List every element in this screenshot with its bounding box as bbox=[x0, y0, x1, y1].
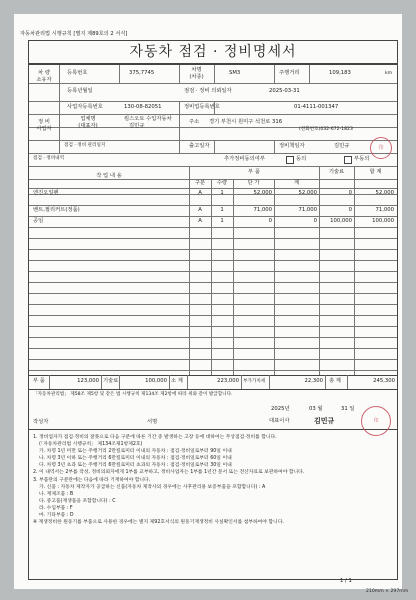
reg-date-label: 등록년월일 bbox=[67, 88, 93, 94]
biz-no-label: 사업자등록번호 bbox=[67, 104, 103, 110]
agree-checkbox[interactable] bbox=[286, 156, 294, 164]
note-line: 라. 수입부품 : F bbox=[39, 505, 73, 511]
parts-header: 부 품 bbox=[248, 169, 260, 175]
service-date-value: 2025-03-31 bbox=[269, 88, 300, 94]
row-total: 71,000 bbox=[375, 207, 394, 213]
note-line: 나. 재제조품 : B bbox=[39, 491, 74, 497]
mileage-value: 109,183 bbox=[329, 70, 351, 76]
row-qty: 1 bbox=[220, 207, 224, 213]
mileage-label: 주행거리 bbox=[279, 70, 300, 76]
labor-header: 기술료 bbox=[328, 169, 345, 175]
row-qty: 1 bbox=[220, 218, 224, 224]
row-amount: 52,000 bbox=[298, 190, 317, 196]
note-line: 1. 정비업자가 점검·정비의 잘못으로 다음 구분에 따른 기간 중 발생하는 고장 등에 대하여는 무상점검·정비를 합니다. bbox=[33, 435, 277, 440]
vat-value: 22,300 bbox=[304, 378, 323, 384]
note-line: 2. 이 내역서는 2부를 작성, 정비의뢰자에게 1부를 교부하고, 정비사업자는 1부를 1년간 문서 또는 전산자료로 보관하여야 합니다. bbox=[33, 470, 305, 476]
model-label: 차명 (차종) bbox=[189, 67, 204, 80]
totals-row bbox=[28, 375, 398, 390]
row-unit-price: 52,000 bbox=[253, 190, 272, 196]
tech-value: 김민규 bbox=[334, 143, 350, 149]
service-date-label: 점검 · 정비 의뢰일자 bbox=[184, 88, 232, 94]
shop-name-label: 업체명 (대표자) bbox=[78, 116, 98, 129]
biz-no-value: 130-08-82051 bbox=[124, 104, 162, 110]
seal-stamp-signature: 印 bbox=[361, 406, 391, 436]
sign-label: 서명 bbox=[147, 419, 158, 425]
row-total: 100,000 bbox=[372, 218, 394, 224]
shop-rep-value: 김민규 bbox=[129, 123, 145, 129]
rep-label: 대표이사 bbox=[269, 418, 290, 424]
note-line: 다. 차령 3년 초과 또는 주행거리 6만킬로미터 초과의 자동차 : 점검·정비일로부터 30일 이내 bbox=[39, 463, 232, 469]
note-line: ※ 재생정비한 원동기를 부품으로 사용한 경우에는 별지 제92호서식의 원동기재생정비 사실확인서를 첨부하여야 합니다. bbox=[33, 520, 284, 526]
row-amount: 71,000 bbox=[298, 207, 317, 213]
kind-header: 구분 bbox=[194, 180, 206, 186]
address-value: 경기 부천시 원미구 석천로 316 bbox=[209, 119, 283, 125]
vat-label: 부가가치세 bbox=[243, 379, 266, 384]
row-labor: 0 bbox=[348, 190, 352, 196]
mileage-unit: km bbox=[385, 71, 393, 76]
partner-label: 점검 · 정비 관리일지 bbox=[64, 143, 106, 148]
reg-no-label: 등록번호 bbox=[67, 70, 88, 76]
agree-label: 동의 bbox=[296, 156, 307, 162]
parts-total-label: 부 품 bbox=[33, 378, 45, 384]
phone-value: (전화번호)032-672-1823 bbox=[299, 127, 353, 132]
row-work: 엔진오일펜 bbox=[33, 190, 59, 196]
row-work: 벤트,필리커트(정품) bbox=[33, 207, 80, 213]
amount-header: 계 bbox=[293, 180, 300, 186]
writer-label: 작성자 bbox=[33, 419, 49, 425]
note-line: 가. 차령 1년 미만 또는 주행거리 2만킬로미터 이내의 자동차 : 점검·정비일로부터 90일 이내 bbox=[39, 449, 232, 455]
note-line: 가. 신품 : 자동차 제작자가 공급하는 신품(자동차 제작사의 경우에는 사후관리용 보증부품을 포함합니다) : A bbox=[39, 484, 266, 490]
shop-section-label: 정 비 사업자 bbox=[36, 119, 52, 132]
model-value: SM3 bbox=[229, 70, 241, 76]
address-label: 주소 bbox=[189, 119, 200, 125]
subtotal-value: 223,000 bbox=[217, 378, 239, 384]
shop-reg-label: 정비업등록번호 bbox=[184, 104, 220, 110]
labor-total-label: 기술료 bbox=[103, 378, 119, 384]
statement-grid bbox=[28, 64, 398, 376]
issue-year: 2025년 bbox=[271, 406, 290, 412]
notes-block bbox=[28, 429, 398, 580]
note-line: 3. 부품란의 구분란에는 다음에 따라 기재하여야 합니다. bbox=[33, 477, 151, 483]
grand-total-label: 총 계 bbox=[329, 378, 341, 384]
row-kind: A bbox=[198, 207, 202, 213]
shop-name-value: 킴스오토 수입자동차 bbox=[124, 116, 172, 122]
row-unit-price: 0 bbox=[268, 218, 272, 224]
seal-stamp-top: 印 bbox=[370, 137, 392, 159]
owner-label: 차 량 소유자 bbox=[36, 70, 52, 83]
row-kind: A bbox=[198, 218, 202, 224]
page-indicator: 1 / 1 bbox=[340, 578, 352, 584]
work-header: 작 업 내 용 bbox=[96, 173, 122, 179]
note-line: (「자동차관리법 시행규칙」 제134조제1항제2호) bbox=[39, 442, 143, 448]
row-kind: A bbox=[198, 190, 202, 196]
row-unit-price: 71,000 bbox=[253, 207, 272, 213]
note-line: 나. 차령 3년 이하 또는 주행거리 6만킬로미터 이내의 자동차 : 점검·정비일로부터 60일 이내 bbox=[39, 456, 232, 462]
regulation-reference: 자동차관리법 시행규칙 [별지 제89호의 2 서식] bbox=[20, 31, 128, 37]
row-work: 공임 bbox=[33, 218, 44, 224]
declaration-block bbox=[28, 389, 398, 430]
row-labor: 0 bbox=[348, 207, 352, 213]
parts-total-value: 123,000 bbox=[77, 378, 99, 384]
tech-label: 정비책임자 bbox=[279, 143, 305, 149]
disagree-label: 부동의 bbox=[354, 156, 370, 162]
unit-price-header: 단 가 bbox=[247, 180, 260, 186]
paper-size: 210mm × 297mm bbox=[366, 589, 409, 594]
disagree-checkbox[interactable] bbox=[344, 156, 352, 164]
subtotal-label: 소 계 bbox=[171, 378, 183, 384]
total-header: 합 계 bbox=[369, 169, 382, 175]
rep-name: 김민규 bbox=[314, 417, 335, 425]
note-line: 다. 중고품(재생품을 포함합니다) : C bbox=[39, 498, 116, 504]
shop-reg-value: 01-4111-001347 bbox=[294, 104, 339, 110]
declaration-text: 「자동차관리법」 제58조 제5항 및 같은 법 시행규칙 제134조 제2항에 따라 위와 같이 발급합니다. bbox=[33, 392, 233, 397]
notes-list bbox=[33, 434, 393, 526]
row-qty: 1 bbox=[220, 190, 224, 196]
document-title: 자동차 점검 · 정비명세서 bbox=[28, 40, 398, 64]
release-date-label: 출고일자 bbox=[189, 143, 210, 149]
issue-month: 03 월 bbox=[309, 406, 323, 412]
row-total: 52,000 bbox=[375, 190, 394, 196]
grand-total-value: 245,300 bbox=[373, 378, 395, 384]
row-amount: 0 bbox=[313, 218, 317, 224]
reg-no-value: 375,7745 bbox=[129, 70, 155, 76]
labor-total-value: 100,000 bbox=[145, 378, 167, 384]
qty-header: 수량 bbox=[216, 180, 228, 186]
row-labor: 100,000 bbox=[330, 218, 352, 224]
service-items-label: 점검 · 정비내역 bbox=[33, 156, 65, 161]
note-line: 마. 기타부품 : D bbox=[39, 513, 74, 519]
issue-day: 31 일 bbox=[341, 406, 355, 412]
additional-consent-label: 추가정비동의여부 bbox=[224, 156, 265, 162]
